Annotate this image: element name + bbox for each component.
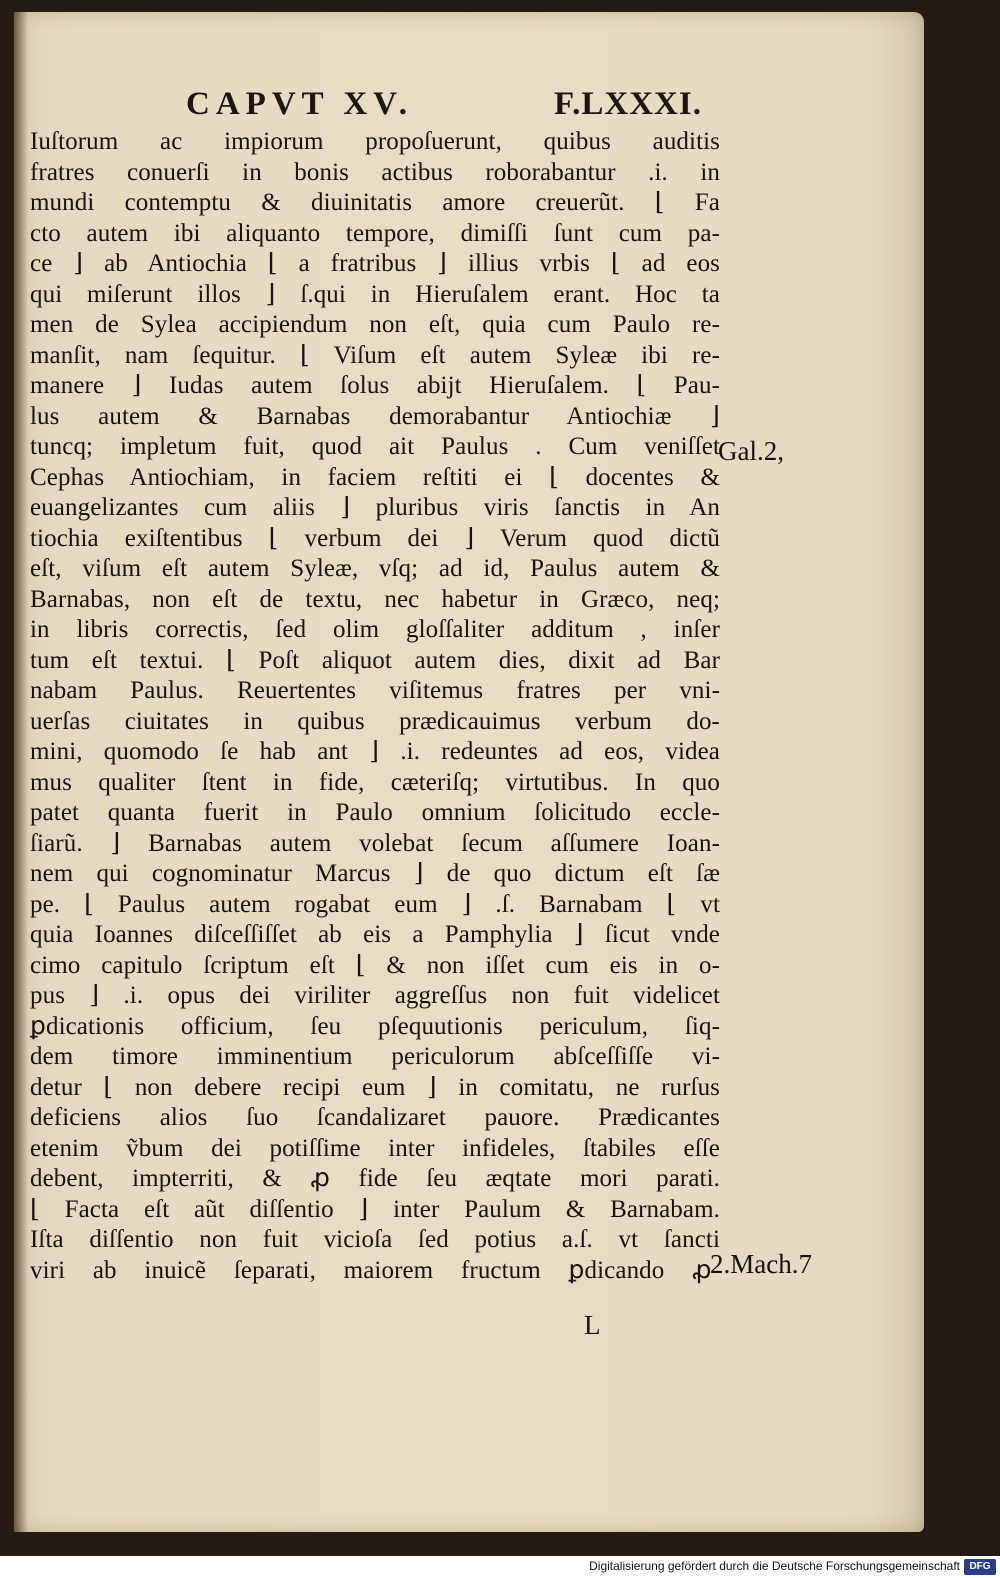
catchword: L xyxy=(584,1310,601,1340)
text-line: quia Ioannes diſceſſiſſet ab eis a Pamphylia ⌋ ſicut vnde xyxy=(30,921,720,948)
text-line: dem timore imminentium periculorum abſceſſiſſe vi- xyxy=(30,1043,720,1070)
dfg-logo: DFG xyxy=(964,1559,996,1575)
text-line: cto autem ibi aliquanto tempore, dimiſſi ſunt cum pa- xyxy=(30,219,720,247)
text-line: mundi contemptu & diuinitatis amore creuerũt. ⌊ Fa xyxy=(30,189,720,216)
text-line: manſit, nam ſequitur. ⌊ Viſum eſt autem Syleæ ibi re- xyxy=(30,341,720,369)
text-line: cimo capitulo ſcriptum eſt ⌊ & non iſſet cum eis in o- xyxy=(30,951,720,979)
text-line: nem qui cognominatur Marcus ⌋ de quo dictum eſt ſæ xyxy=(30,860,720,887)
text-line: men de Sylea accipiendum non eſt, quia cum Paulo re- xyxy=(30,311,720,338)
text-line: eſt, viſum eſt autem Syleæ, vſq; ad id, Paulus autem & xyxy=(30,555,720,582)
text-line: viri ab inuicẽ ſeparati, maiorem fructum ꝑdicando ꝓ- xyxy=(30,1256,720,1284)
text-line: etenim ṽbum dei potiſſime inter infideles, ſtabiles eſſe xyxy=(30,1134,720,1162)
text-line: Barnabas, non eſt de textu, nec habetur in Græco, neq; xyxy=(30,585,720,613)
margin-note-galatians: Gal.2, xyxy=(718,436,784,466)
text-line: tuncq; impletum fuit, quod ait Paulus . Cum veniſſet xyxy=(30,433,720,460)
text-line: ⌊ Facta eſt aũt diſſentio ⌋ inter Paulum & Barnabam. xyxy=(30,1195,720,1223)
text-line: euangelizantes cum aliis ⌋ pluribus viris ſanctis in An xyxy=(30,494,720,521)
text-line: pe. ⌊ Paulus autem rogabat eum ⌋ .ſ. Barnabam ⌊ vt xyxy=(30,890,720,918)
footer-bar xyxy=(0,1556,1000,1578)
text-line: mini, quomodo ſe hab ant ⌋ .i. redeuntes ad eos, videa xyxy=(30,738,720,765)
text-line: manere ⌋ Iudas autem ſolus abijt Hieruſalem. ⌊ Pau- xyxy=(30,372,720,399)
text-line: ꝑdicationis officium, ſeu pſequutionis periculum, ſiq- xyxy=(30,1012,720,1040)
running-title: CAPVT XV. xyxy=(186,86,413,122)
funding-credit: Digitalisierung gefördert durch die Deutsche Forschungsgemeinschaft xyxy=(589,1559,960,1573)
text-line: in libris correctis, ſed olim gloſſaliter additum , inſer xyxy=(30,616,720,643)
text-line: lus autem & Barnabas demorabantur Antiochiæ ⌋ xyxy=(30,402,720,430)
text-line: uerſas ciuitates in quibus prædicauimus verbum do- xyxy=(30,707,720,735)
text-line: debent, impterriti, & ꝓ fide ſeu æqtate mori parati. xyxy=(30,1165,720,1192)
page-spine-shadow xyxy=(14,12,28,1532)
text-line: patet quanta fuerit in Paulo omnium ſolicitudo eccle- xyxy=(30,799,720,826)
text-line: mus qualiter ſtent in fide, cæteriſq; virtutibus. In quo xyxy=(30,768,720,796)
text-line: detur ⌊ non debere recipi eum ⌋ in comitatu, ne rurſus xyxy=(30,1073,720,1101)
folio-number: F.LXXXI. xyxy=(554,86,702,122)
text-line: tum eſt textui. ⌊ Poſt aliquot autem dies, dixit ad Bar xyxy=(30,646,720,674)
text-line: ſiarũ. ⌋ Barnabas autem volebat ſecum aſſumere Ioan- xyxy=(30,829,720,857)
text-line: fratres conuerſi in bonis actibus roborabantur .i. in xyxy=(30,158,720,186)
text-line: deficiens alios ſuo ſcandalizaret pauore. Prædicantes xyxy=(30,1104,720,1131)
text-line: ce ⌋ ab Antiochia ⌊ a fratribus ⌋ illius vrbis ⌊ ad eos xyxy=(30,250,720,277)
margin-note-maccabees: 2.Mach.7 xyxy=(710,1249,812,1279)
text-line: nabam Paulus. Reuertentes viſitemus fratres per vni- xyxy=(30,677,720,704)
text-line: Cephas Antiochiam, in faciem reſtiti ei ⌊ docentes & xyxy=(30,463,720,491)
text-line: Iuſtorum ac impiorum propoſuerunt, quibus auditis xyxy=(30,128,720,155)
text-line: Iſta diſſentio non fuit vicioſa ſed potius a.ſ. vt ſancti xyxy=(30,1226,720,1253)
text-line: tiochia exiſtentibus ⌊ verbum dei ⌋ Verum quod dictũ xyxy=(30,524,720,552)
body-text xyxy=(30,127,720,1286)
text-line: qui miſerunt illos ⌋ ſ.qui in Hieruſalem erant. Hoc ta xyxy=(30,280,720,308)
text-line: pus ⌋ .i. opus dei viriliter aggreſſus non fuit videlicet xyxy=(30,982,720,1009)
